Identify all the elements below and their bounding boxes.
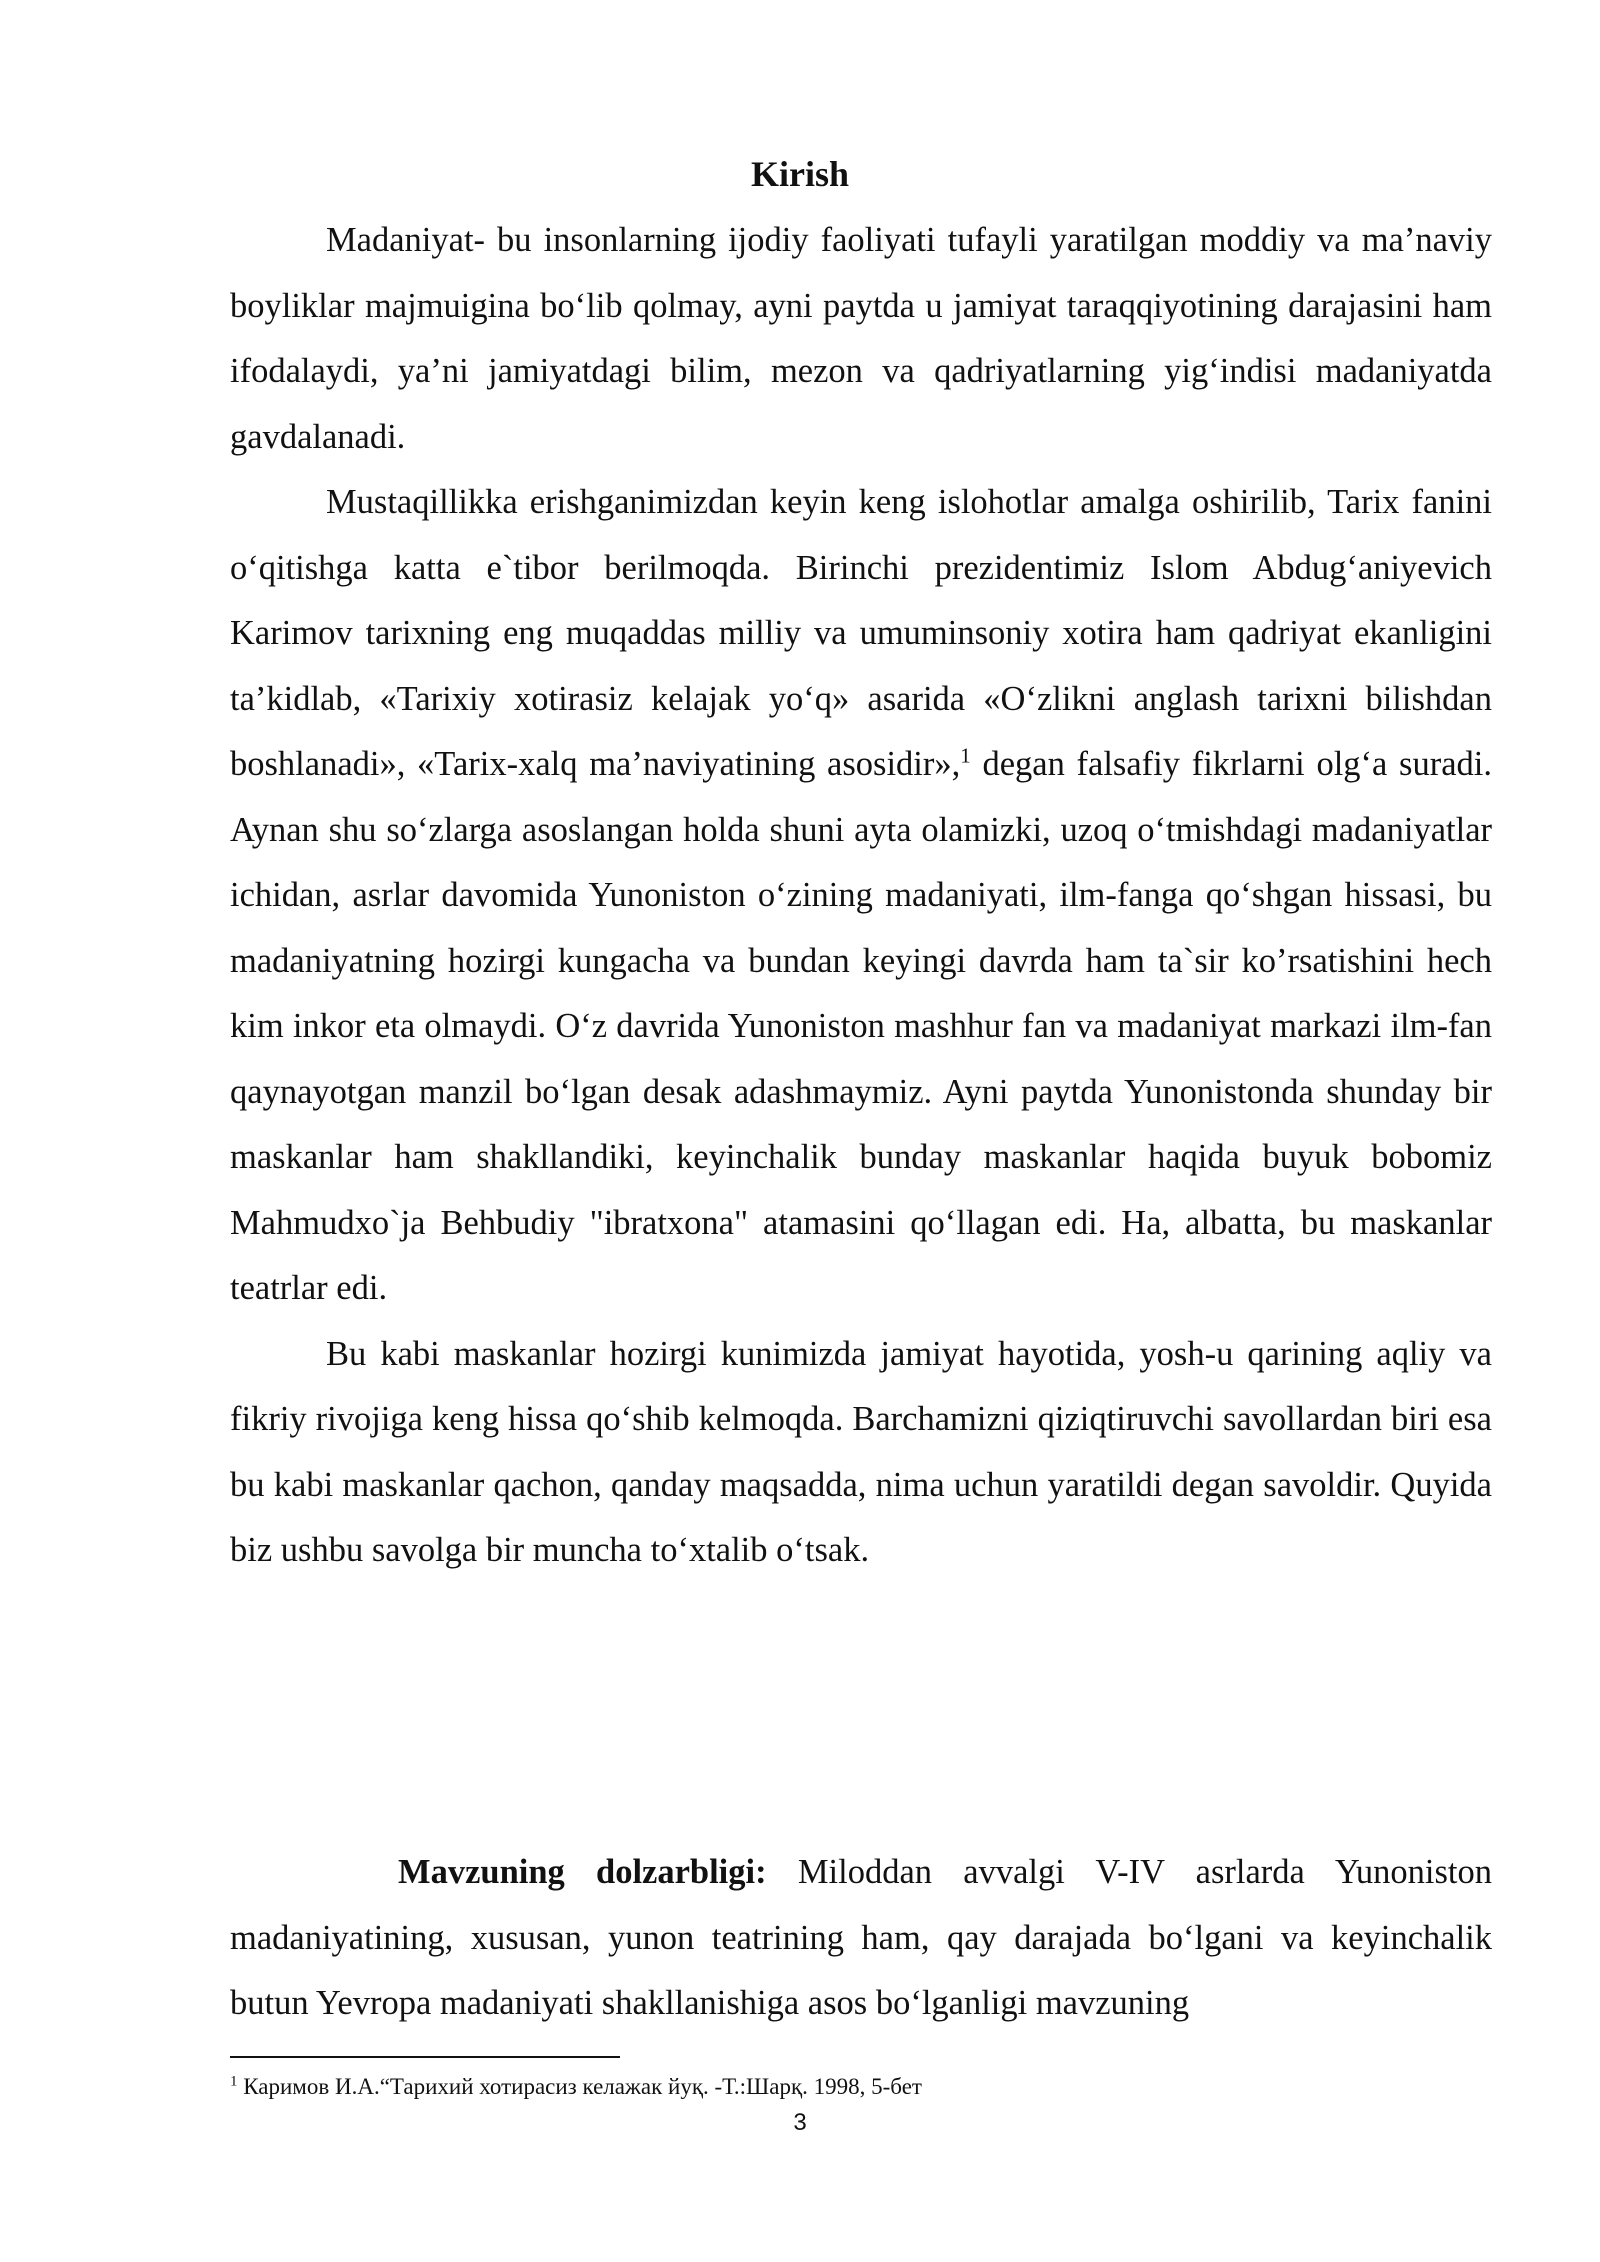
page-title: Kirish <box>750 154 849 194</box>
footnote-reference[interactable]: 1 <box>960 743 971 768</box>
paragraph-2-text-after-ref: degan falsafiy fikrlarni olg‘a suradi. Aynan shu so‘zlarga asoslangan holda shuni ayta olamizki, uzoq o‘tmishdagi madaniyatlar ichidan, asrlar davomida Yunoniston o‘zining madaniyati, ilm-fanga qo‘shgan hissasi, bu madaniyatning hozirgi kungacha va bundan keyingi davrda ham ta`sir ko’rsatishini hech kim inkor eta olmaydi. O‘z davrida Yunoniston mashhur fan va madaniyat markazi ilm-fan qaynayotgan manzil bo‘lgan desak adashmaymiz. Ayni paytda Yunonistonda shunday bir maskanlar ham shakllandiki, keyinchalik bunday maskanlar haqida buyuk bobomiz Mahmudxo`ja Behbudiy "ibratxona" atamasini qo‘llagan edi. Ha, albatta, bu maskanlar teatrlar edi. <box>230 745 1492 1307</box>
paragraph-2-text-before-ref: Mustaqillikka erishganimizdan keyin keng islohotlar amalga oshirilib, Tarix fanini o‘qitishga katta e`tibor berilmoqda. Birinchi prezidentimiz Islom Abdug‘aniyevich Karimov tarixning eng muqaddas milliy va umuminsoniy xotira ham qadriyat ekanligini ta’kidlab, «Tarixiy xotirasiz kelajak yo‘q» asarida «O‘zlikni anglash tarixni bilishdan boshlanadi», «Tarix-xalq ma’naviyatining asosidir», <box>230 483 1492 783</box>
paragraph-3: Bu kabi maskanlar hozirgi kunimizda jamiyat hayotida, yosh-u qarining aqliy va fikriy rivojiga keng hissa qo‘shib kelmoqda. Barchamizni qiziqtiruvchi savollardan biri esa bu kabi maskanlar qachon, qanday maqsadda, nima uchun yaratildi degan savoldir. Quyida biz ushbu savolga bir muncha to‘xtalib o‘tsak. <box>230 1334 1492 1569</box>
paragraph-1: Madaniyat- bu insonlarning ijodiy faoliyati tufayli yaratilgan moddiy va ma’naviy boyliklar majmuigina bo‘lib qolmay, ayni paytda u jamiyat taraqqiyotining darajasini ham ifodalaydi, ya’ni jamiyatdagi bilim, mezon va qadriyatlarning yig‘indisi madaniyatda gavdalanadi. <box>230 221 1492 456</box>
footnote-separator <box>230 2056 620 2058</box>
footnote-text: Каримов И.А.“Тарихий хотирасиз келажак йуқ. -Т.:Шарқ. 1998, 5-бет <box>237 2074 922 2099</box>
page-number: 3 <box>793 2109 807 2136</box>
footnote-mark: 1 <box>230 2073 238 2090</box>
body-text <box>230 208 1492 1584</box>
relevance-section <box>230 1840 1492 2037</box>
footnote <box>230 2072 1492 2102</box>
section-text: Miloddan avvalgi V-IV asrlarda Yunoniston madaniyatining, xususan, yunon teatrining ham, qay darajada bo‘lgani va keyinchalik butun Yevropa madaniyati shakllanishiga asos bo‘lganligi mavzuning <box>230 1853 1493 2022</box>
paragraph-2 <box>230 470 1492 1322</box>
section-heading: Mavzuning dolzarbligi: <box>398 1853 767 1891</box>
relevance-paragraph <box>230 1840 1492 2037</box>
